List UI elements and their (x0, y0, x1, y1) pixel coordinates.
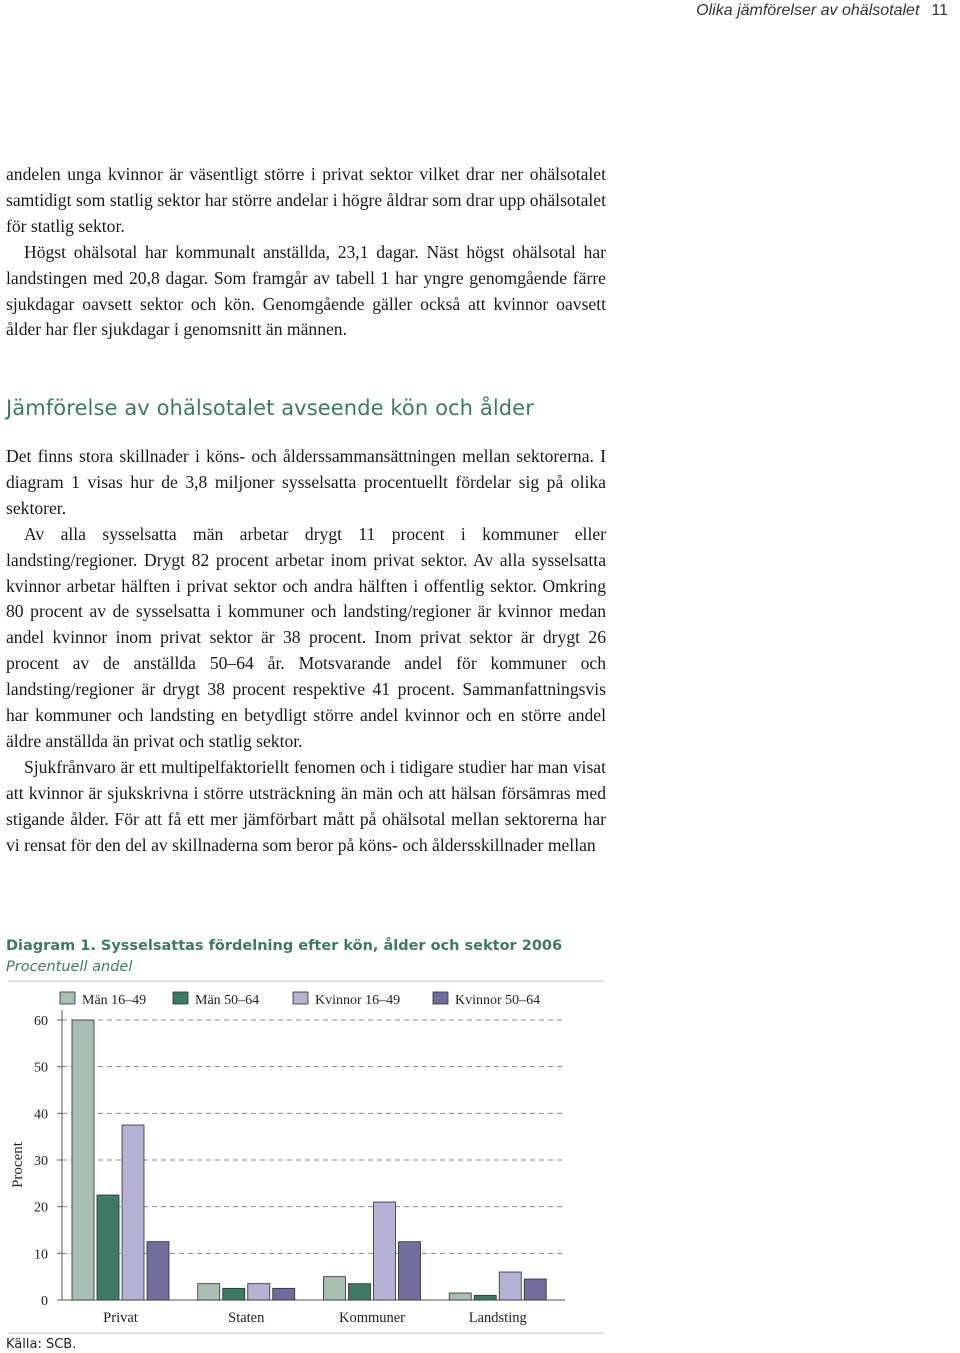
paragraph: Sjukfrånvaro är ett multipelfaktoriellt fenomen och i tidigare studier har man visat att kvinnor är sjukskrivna i större utsträckning än män och att hälsan försämras med stigande ålder. För att få ett mer jämförbart mått på ohälsotal mellan sektorerna har vi rensat för den del av skillnaderna som beror på köns- och åldersskillnader mellan (6, 756, 606, 855)
bar (97, 1195, 119, 1300)
paragraph: Högst ohälsotal har kommunalt anställda, 23,1 dagar. Näst högst ohälsotal har landstingen med 20,8 dagar. Som framgår av tabell 1 har yngre genomgående färre sjukdagar oavsett sektor och kön. Genomgående gäller också att kvinnor oavsett ålder har fler sjukdagar i genomsnitt än männen. (6, 241, 606, 340)
bar-chart (0, 975, 620, 1335)
running-title: Olika jämförelser av ohälsotalet (696, 2, 920, 19)
body-text-bottom (6, 444, 606, 859)
x-tick-label: Kommuner (338, 1310, 406, 1326)
bar (198, 1284, 220, 1300)
bar (349, 1284, 371, 1300)
bar (474, 1295, 496, 1300)
x-tick-label: Staten (228, 1310, 265, 1326)
bar (324, 1277, 346, 1300)
y-axis-title: Procent (10, 1142, 26, 1188)
y-tick-label: 50 (34, 1060, 48, 1076)
bar (223, 1288, 245, 1300)
legend-label: Män 16–49 (82, 993, 147, 1008)
paragraph: Av alla sysselsatta män arbetar drygt 11 procent i kommuner eller landsting/regioner. Drygt 82 procent arbetar inom privat sektor. Av alla sysselsatta kvinnor arbetar hälften i privat sektor och andra hälften i offentlig sektor. Omkring 80 procent av de sysselsatta i kommuner och landsting/regioner är kvinnor medan andel kvinnor inom privat sektor är 38 procent. Inom privat sektor är drygt 26 procent av de anställda 50–64 år. Motsvarande andel för kommuner och landsting/regioner är drygt 38 procent respektive 41 procent. Sammanfattningsvis har kommuner och landsting en betydligt större andel kvinnor och en större andel äldre anställda än privat och statlig sektor. (6, 523, 606, 751)
paragraph: andelen unga kvinnor är väsentligt större i privat sektor vilket drar ner ohälsotalet samtidigt som statlig sektor har större andelar i högre åldrar som drar upp ohälsotalet för statlig sektor. (6, 164, 606, 236)
body-text-top (6, 162, 606, 343)
x-tick-label: Landsting (468, 1310, 527, 1326)
y-tick-label: 10 (34, 1247, 48, 1263)
y-tick-label: 20 (34, 1200, 48, 1216)
legend-swatch (293, 992, 308, 1004)
y-tick-label: 40 (34, 1107, 48, 1123)
legend-label: Kvinnor 16–49 (315, 993, 401, 1008)
bar (248, 1284, 270, 1300)
bar (147, 1242, 169, 1300)
bar (122, 1125, 144, 1300)
bar (449, 1293, 471, 1300)
section-heading: Jämförelse av ohälsotalet avseende kön och ålder (6, 396, 534, 420)
bar (499, 1272, 521, 1300)
bar (399, 1242, 421, 1300)
paragraph: Det finns stora skillnader i köns- och ålderssammansättningen mellan sektorerna. I diagram 1 visas hur de 3,8 miljoner sysselsatta procentuellt fördelar sig på olika sektorer. (6, 446, 606, 518)
bar (273, 1288, 295, 1300)
x-tick-label: Privat (103, 1310, 138, 1326)
figure-caption (6, 936, 562, 978)
legend-swatch (60, 992, 75, 1004)
legend-swatch (173, 992, 188, 1004)
legend-swatch (433, 992, 448, 1004)
y-tick-label: 30 (34, 1154, 48, 1169)
bar (72, 1020, 94, 1300)
bar (524, 1279, 546, 1300)
running-head (696, 2, 948, 20)
page-number: 11 (931, 2, 948, 19)
source-note: Källa: SCB. (6, 1337, 77, 1352)
figure-subtitle: Procentuell andel (6, 959, 133, 975)
legend-label: Män 50–64 (195, 993, 260, 1008)
figure-title: Diagram 1. Sysselsattas fördelning efter kön, ålder och sektor 2006 (6, 938, 563, 954)
y-tick-label: 60 (34, 1014, 48, 1029)
bar (374, 1202, 396, 1300)
legend-label: Kvinnor 50–64 (455, 993, 541, 1008)
y-tick-label: 0 (41, 1294, 48, 1309)
